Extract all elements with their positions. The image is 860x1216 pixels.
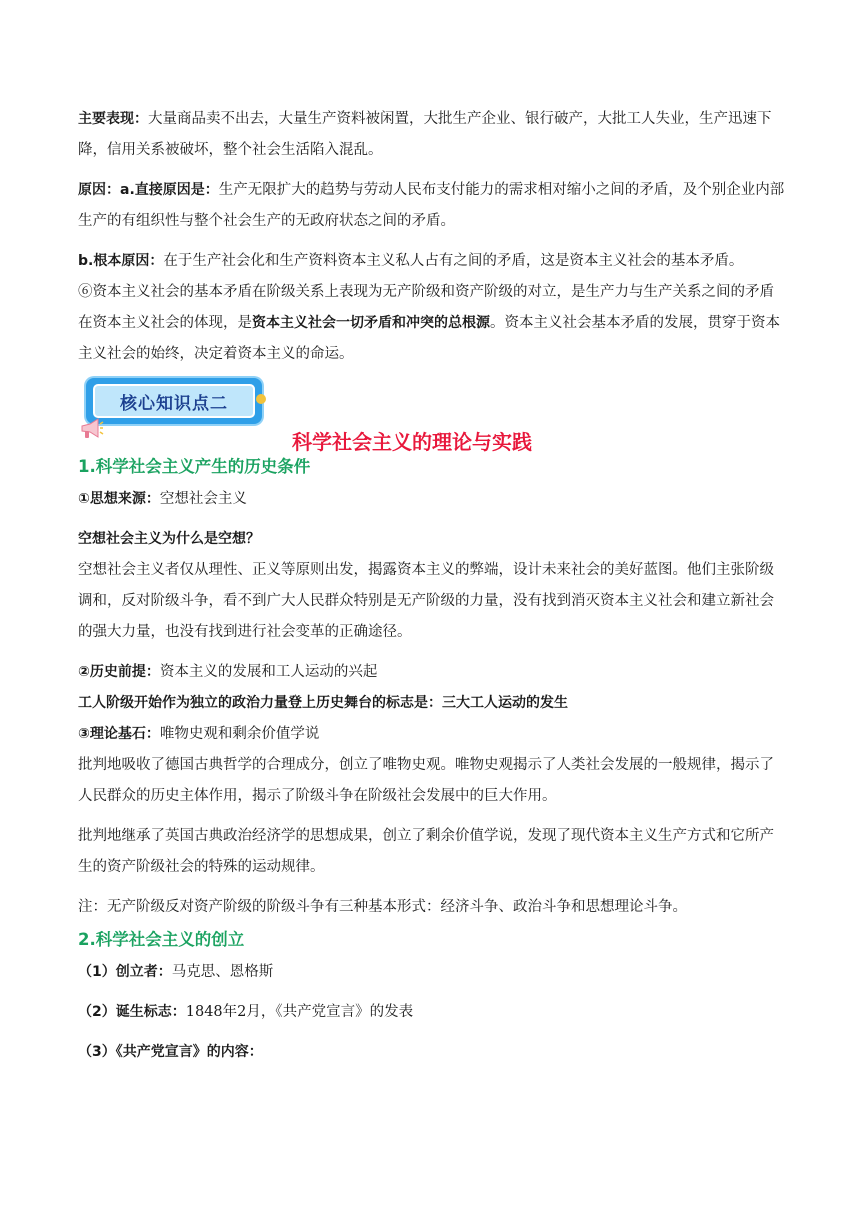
label-main-manifestations: 主要表现：: [78, 111, 148, 127]
paragraph-direct-cause: [78, 175, 786, 237]
item-founders: （1）创立者：马克思、恩格斯: [78, 964, 274, 980]
paragraph-utopian-explanation: 空想社会主义者仅从理性、正义等原则出发，揭露资本主义的弊端，设计未来社会的美好蓝图。他们主张阶级调和，反对阶级斗争，看不到广大人民群众特别是无产阶级的力量，没有找到消灭资本主义社会和建立新社会的强大力量，也没有找到进行社会变革的正确途径。: [78, 562, 774, 640]
section-banner: [78, 372, 786, 454]
label-root-cause: b.根本原因：: [78, 253, 164, 269]
badge-label: 核心知识点二: [93, 384, 255, 418]
item-birth-mark: （2）诞生标志：1848年2月，《共产党宣言》的发表: [78, 1004, 414, 1020]
paragraph-root-cause: [78, 246, 786, 277]
paragraph-basic-contradiction: ⑥资本主义社会的基本矛盾在阶级关系上表现为无产阶级和资产阶级的对立，是生产力与生产关系之间的矛盾在资本主义社会的体现，是资本主义社会一切矛盾和冲突的总根源。资本主义社会基本矛盾的发展，贯穿于资本主义社会的始终，决定着资本主义的命运。: [78, 284, 780, 362]
paragraph-working-class-mark: 工人阶级开始作为独立的政治力量登上历史舞台的标志是：三大工人运动的发生: [78, 695, 568, 711]
text-root-cause: 在于生产社会化和生产资料资本主义私人占有之间的矛盾，这是资本主义社会的基本矛盾。: [163, 253, 744, 269]
label-direct-cause: 原因：a.直接原因是：: [78, 182, 219, 198]
paragraph-historical-materialism: 批判地吸收了德国古典哲学的合理成分，创立了唯物史观。唯物史观揭示了人类社会发展的一般规律，揭示了人民群众的历史主体作用，揭示了阶级斗争在阶级社会发展中的巨大作用。: [78, 757, 774, 804]
item-manifesto-content: （3）《共产党宣言》的内容：: [78, 1044, 263, 1060]
section-title: 科学社会主义的理论与实践: [292, 430, 532, 454]
paragraph-note: 注：无产阶级反对资产阶级的阶级斗争有三种基本形式：经济斗争、政治斗争和思想理论斗争。: [78, 899, 687, 915]
paragraph-surplus-value: 批判地继承了英国古典政治经济学的思想成果，创立了剩余价值学说，发现了现代资本主义生产方式和它所产生的资产阶级社会的特殊的运动规律。: [78, 828, 774, 875]
core-knowledge-badge: [86, 378, 262, 424]
item-theoretical-foundation: ③理论基石：唯物史观和剩余价值学说: [78, 726, 320, 742]
megaphone-icon: [78, 416, 104, 442]
item-historical-premise: ②历史前提：资本主义的发展和工人运动的兴起: [78, 664, 378, 680]
badge-dot: [256, 394, 266, 404]
text-main-manifestations: 大量商品卖不出去，大量生产资料被闲置，大批生产企业、银行破产，大批工人失业，生产迅速下降，信用关系被破坏，整个社会生活陷入混乱。: [78, 111, 772, 158]
document-page: [78, 104, 786, 1068]
question-utopian: 空想社会主义为什么是空想？: [78, 531, 260, 547]
heading-historical-conditions: 1.科学社会主义产生的历史条件: [78, 457, 311, 476]
text-direct-cause: 生产无限扩大的趋势与劳动人民布支付能力的需求相对缩小之间的矛盾，及个别企业内部生产的有组织性与整个社会生产的无政府状态之间的矛盾。: [78, 182, 785, 229]
item-ideological-source: ①思想来源：空想社会主义: [78, 491, 247, 507]
paragraph-main-manifestations: [78, 104, 786, 166]
heading-founding: 2.科学社会主义的创立: [78, 930, 245, 949]
bold-root-source: 资本主义社会一切矛盾和冲突的总根源: [252, 315, 490, 331]
